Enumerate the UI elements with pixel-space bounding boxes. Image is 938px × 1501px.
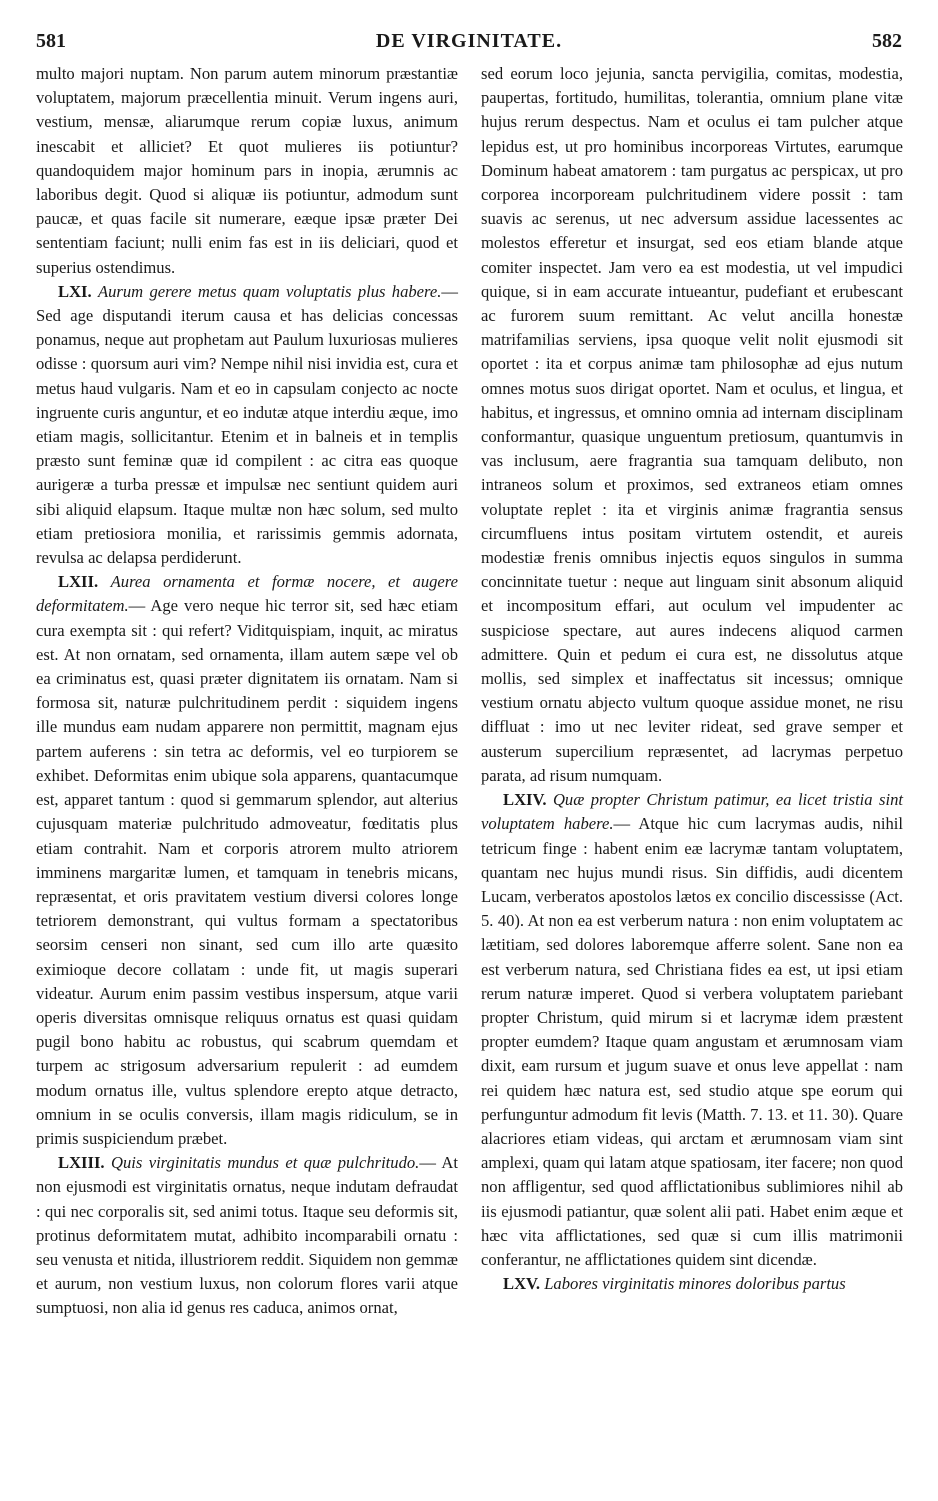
section-number: LXII.	[58, 572, 99, 592]
paragraph-text: sed eorum loco jejunia, sancta pervigilia, comitas, modestia, paupertas, fortitudo, humilitas, tolerantia, omnium plane vitæ hujus rerum despectus. Nam et oculus ei tam pulcher atque lepidus est, ut pro hominibus incorporeas Virtutes, earumque Dominum habeat amatorem : tam purgatus ac perspicax, ut pro corporea incorpoream pulchritudinem videre possit : tam suavis ac serenus, ut nec adversum assidue lacessentes ac molestos efferetur et insurgat, sed eos etiam blande atque comiter inspectet. Jam vero ea est modestia, ut vel impudici quique, si in eam accurate intueantur, pudefiant et erubescant ac furorem suum remittant. Ac velut ancilla honestæ matrifamilias serviens, ipsa quoque velit nolit ejusmodi sit oportet : ita et corpus animæ tam philosophæ ad ejus nutum omnes motus suos dirigat oportet. Nam et oculus, et lingua, et habitus, et ingressus, et omnino omnia ad internam disciplinam conformantur, quasique unguentum pretiosum, quantumvis in vas inclusum, aere fragrantia sua tamquam delibuto, non intraneos solum et proximos, sed extraneos etiam omnes voluptate replet : ita et virginis animæ fragrantia sensus circumfluens intus positam virtutem ostendit, et aureis modestiæ frenis omnibus injectis equos singulos in summa concinnitate tuetur : neque aut linguam sinit absonum aliquid et incompositum effari, aut oculum vel impudenter ac suspiciose spectare, aut aures indecens aliquod carmen admittere. Quin et pedum ei cura est, ne dissolutus atque mollis, sed simplex et inaffectatus sit incessus; omnique vestium ornatu abjecto vultum quoque assidue monet, ne risu diffluat : imo ut nec leviter rideat, sed grave semper et austerum supercilium repræsentet, ad lacrymas perpetuo parata, ad risum numquam.	[481, 64, 903, 785]
running-title: DE VIRGINITATE.	[375, 30, 563, 52]
section-title: Aurea ornamenta et formæ nocere, et augere deformitatem.	[36, 572, 458, 616]
paragraph-text: — Age vero neque hic terror sit, sed hæc etiam cura exempta sit : qui refert? Viditquispiam, inquit, ac miratus est. At non ornatam, sed ornamenta, illam autem sæpe vel ob ea criminatus est, quasi præter dignitatem iis ornatam. Nam si formosa sit, naturæ pulchritudinem perdit : siquidem ingens ille mundus eam nudam apparere non permittit, magnam ejus partem auferens : sin tetra ac deformis, vel eo turpiorem se exhibet. Deformitas enim ubique sola apparens, quantacumque est, apparet tantum : quod si gemmarum splendor, aut alterius cujusquam materiæ pulchritudo admoveatur, fœditatis plus etiam contrahit. Nam et corporis atrorem multo atriorem imminens margaritæ lumen, et tamquam in tenebris micans, repræsentat, et oris pravitatem vestium diversi colores longe tetriorem demonstrant, qui vultus formam a spectatoribus seorsim censeri non sinant, sed cum illo arte quæsito eximioque decore collatam : unde fit, ut magis superari videatur. Aurum enim passim vestibus inspersum, atque varii operis diversitas omnisque reliquus ornatus est quasi quidam pugil bono habitu ac robustus, qui scabrum quemdam et turpem ac strigosum adversarium repulerit : ad eumdem modum ornatus ille, vultus splendore erepto atque detracto, omnium in se oculis conversis, illam magis ridiculum, se in primis suspiciendum præbet.	[36, 596, 458, 1148]
section-paragraph	[481, 1272, 903, 1296]
paragraph-text: — At non ejusmodi est virginitatis ornatus, neque indutam defraudat : qui nec corporalis sit, sed animi totus. Itaque seu deformis sit, protinus deformitatem mutat, adhibito incomparabili ornatu : seu venusta et nitida, illustriorem reddit. Siquidem non gemmæ et aurum, non vestium luxus, non colorum flores varii atque sumptuosi, non alia id genus res caduca, animos ornat,	[36, 1153, 459, 1318]
right-column	[481, 62, 903, 1296]
paragraph-continuation	[36, 62, 458, 280]
section-title: Quis virginitatis mundus et quæ pulchritudo.	[110, 1153, 420, 1173]
section-number: LXIV.	[503, 790, 547, 810]
paragraph-continuation	[481, 62, 903, 788]
page-number-left: 581	[36, 30, 66, 52]
paragraph-text: multo majori nuptam. Non parum autem minorum præstantiæ voluptatem, majorum præcellentia minuit. Verum ingens auri, vestium, mensæ, aliarumque rerum copiæ luxus, animum inescabit et alliciet? Et quot mulieres iis potiuntur? quandoquidem major hominum pars in inopia, ærumnis ac laboribus degit. Quod si aliquæ iis potiuntur, admodum sunt paucæ, et quas facile sit numerare, eæque ipsæ præter Dei sententiam faciunt; nulli enim fas est in iis deliciari, quod et superius ostendimus.	[36, 64, 458, 277]
page-header	[36, 30, 902, 58]
paragraph-text: — Atque hic cum lacrymas audis, nihil tetricum finge : habent enim eæ lacrymæ tantam voluptatem, quantam nec hujus mundi risus. Sin diffidis, audi dicentem Lucam, verberatos apostolos lætos ex concilio discessisse (Act. 5. 40). At non ea est verberum natura : non enim voluptatem ac lætitiam, sed dolores laboremque afferre solent. Sane non ea est verberum natura, sed Christiana fides ea est, ut ipsi etiam rerum naturæ imperet. Quod si verbera voluptatem pariebant propter Christum, quid mirum si et lacrymæ idem præstent propter eumdem? Itaque quam angustam et ærumnosam viam dixit, eam rursum et jugum suave et onus leve appellat : nam rei quidem hæc natura est, sed studio atque spe eorum qui perfunguntur admodum fit levis (Matth. 7. 13. et 11. 30). Quare alacriores etiam videas, qui arctam et ærumnosam viam sint amplexi, quam qui latam atque spatiosam, iter facere; non quod non affligentur, sed quod afflictationibus sublimiores nihil ab iis ejusmodi patiantur, quæ solent alii pati. Habet enim æque et hæc vita afflictationes, sed quæ si cum illis matrimonii conferantur, ne afflictationes quidem sint dicendæ.	[481, 814, 903, 1269]
section-number: LXI.	[58, 281, 92, 301]
paragraph-text: — Sed age disputandi iterum causa et has delicias concessas ponamus, neque aut prophetam aut Paulum luxuriosas mulieres odisse : quorsum auri vim? Nempe nihil nisi invidia est, cura et metus haud vulgaris. Nam et eo in capsulam conjecto ac nocte ingruente curis anguntur, et eo indutæ atque interdiu æque, imo etiam magis, sollicitantur. Etenim et in balneis et in templis præsto sunt feminæ quæ id compilent : ac citra eas quoque aurigeræ a turba pressæ et impulsæ nec sentiunt quidem auri sibi aliquid elapsum. Itaque multæ non hæc solum, sed multo etiam pretiosiora monilia, et rarissimis gemmis adornata, revulsa ac delapsa perdiderunt.	[36, 281, 458, 568]
section-paragraph	[36, 280, 458, 570]
left-column	[36, 62, 458, 1321]
section-number: LXIII.	[58, 1153, 105, 1173]
section-paragraph	[36, 1151, 458, 1320]
section-title: Labores virginitatis minores doloribus partus	[544, 1274, 846, 1294]
section-paragraph	[481, 788, 903, 1272]
section-title: Aurum gerere metus quam voluptatis plus habere.	[97, 281, 442, 301]
page-number-right: 582	[872, 30, 902, 52]
section-paragraph	[36, 570, 458, 1151]
section-title: Quæ propter Christum patimur, ea licet tristia sint voluptatem habere.	[481, 790, 903, 834]
section-number: LXV.	[503, 1274, 541, 1294]
